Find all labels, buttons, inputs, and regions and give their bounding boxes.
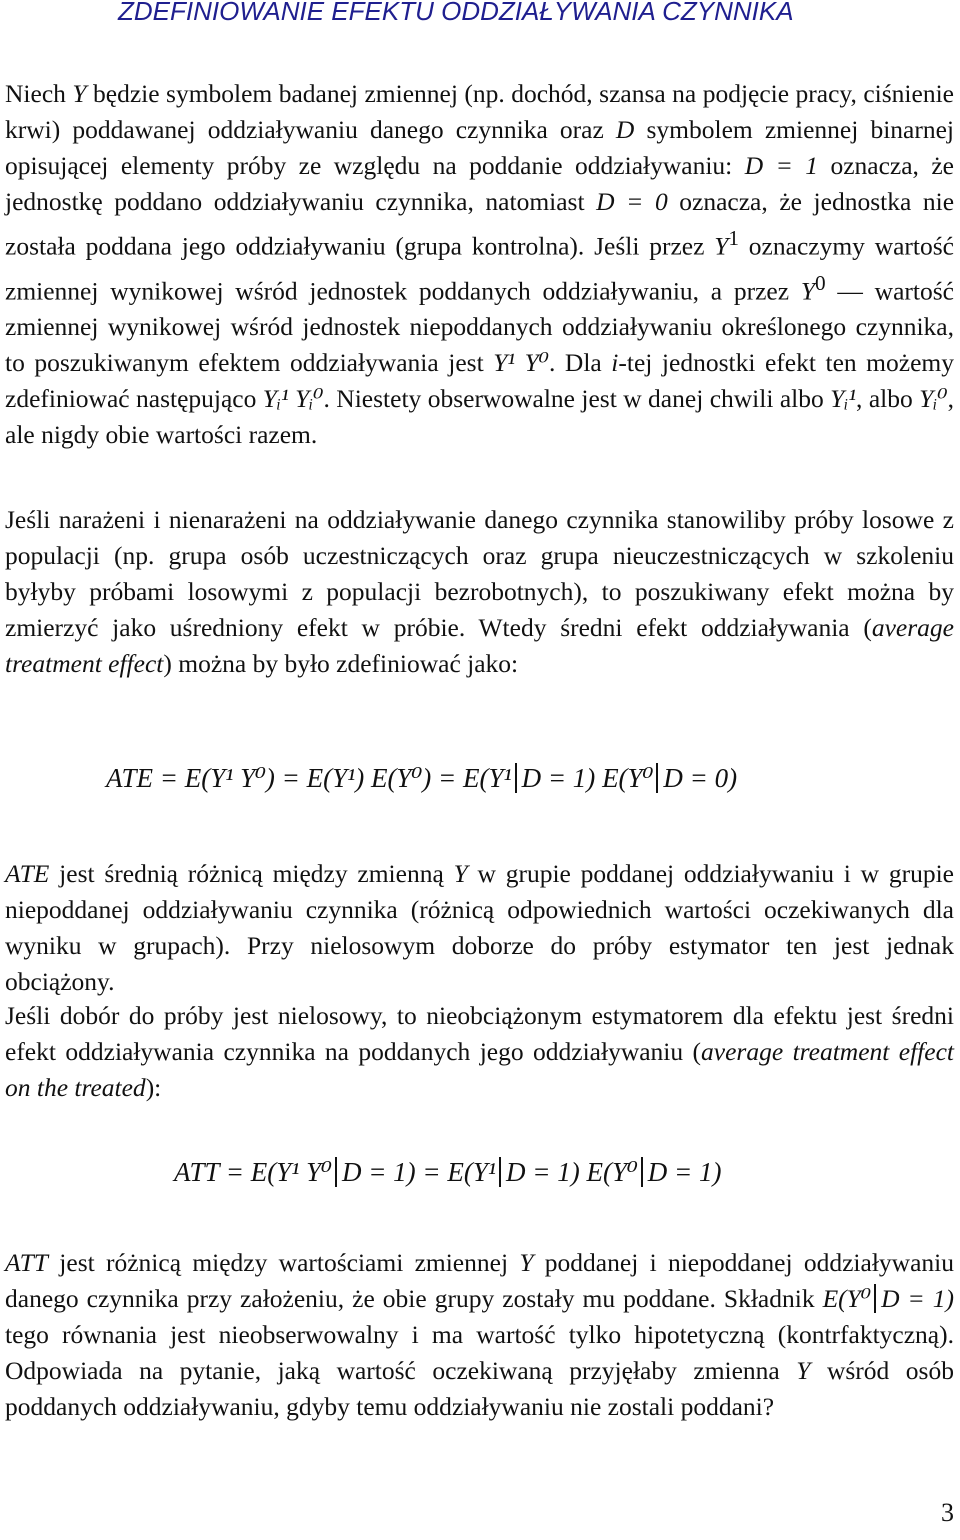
formula-att: [174, 1152, 722, 1192]
math-expr: Yᵢ⁰: [919, 384, 948, 413]
term-italic: average treatment effect: [5, 613, 954, 678]
paragraph-nonrandom: [5, 998, 954, 1106]
math-var: Y: [714, 231, 729, 261]
math-var: i: [611, 348, 619, 377]
text: Jeśli dobór do próby jest nielosowy, to nieobciążonym estymatorem dla efektu jest średni efekt oddziaływania czynnika na poddanych jego oddziaływaniu (: [5, 1001, 954, 1066]
formula-part: E(Y⁰: [579, 1157, 638, 1187]
formula-part: = E(Y¹: [415, 1157, 496, 1187]
text: poddanej i niepoddanej oddziaływaniu danego czynnika przy założeniu, że obie grupy zostały mu poddane. Składnik: [5, 1248, 954, 1313]
section-heading: ZDEFINIOWANIE EFEKTU ODDZIAŁYWANIA CZYNNIKA: [118, 0, 794, 26]
text: będzie symbolem badanej zmiennej (np. dochód, szansa na podjęcie pracy, ciśnienie krwi) poddawanej oddziaływaniu danego czynnika oraz: [5, 79, 954, 144]
text: , albo: [856, 384, 920, 413]
math-var: ATE: [5, 859, 50, 888]
paragraph-att-explanation: [5, 1245, 954, 1425]
math-sup: 0: [815, 270, 826, 295]
paragraph-ate-explanation: [5, 856, 954, 1000]
math-var: Y: [519, 1248, 534, 1277]
formula-condition: D = 1): [515, 763, 596, 793]
math-expr: Yᵢ¹: [830, 384, 857, 413]
text: w grupie poddanej oddziaływaniu i w grupie niepoddanej oddziaływaniu czynnika (różnicą odpowiednich wartości oczekiwanych dla wyniku w grupach). Przy nielosowym doborze do próby estymator ten jest jednak obciążony.: [5, 859, 954, 996]
math-var: Y: [453, 859, 468, 888]
text: oznacza, że jednostka nie została poddana jego oddziaływaniu (grupa kontrolna). Jeśli przez: [5, 187, 955, 261]
paragraph-random-samples: [5, 502, 954, 682]
formula-lhs: ATE: [106, 763, 153, 793]
math-expr: E(Y⁰: [822, 1284, 872, 1313]
text: — wartość zmiennej wynikowej wśród jednostek niepoddanych oddziaływaniu określonego czynnika, to poszukiwanym efektem oddziaływania jest: [5, 276, 954, 377]
math-sup: 1: [728, 226, 740, 250]
text: Jeśli narażeni i nienarażeni na oddziaływanie danego czynnika stanowiliby próby losowe z populacji (np. grupa osób uczestniczących oraz grupa nieuczestniczących w szkoleniu byłyby próbami losowymi z populacji bezrobotnych), to poszukiwany efekt można by zmierzyć jako uśredniony efekt w próbie. Wtedy średni efekt oddziaływania (: [5, 505, 954, 642]
text: . Dla: [549, 348, 612, 377]
formula-part: E(Y⁰: [595, 763, 654, 793]
text: ) można by było zdefiniować jako:: [163, 649, 519, 678]
formula-condition: D = 1): [641, 1157, 722, 1187]
formula-condition: D = 0): [656, 763, 737, 793]
text: jest średnią różnicą między zmienną: [49, 859, 454, 888]
text: oznacza, że jednostkę poddano oddziaływaniu czynnika, natomiast: [5, 151, 955, 216]
text: ):: [145, 1073, 162, 1102]
math-var: Y: [72, 79, 87, 108]
formula-condition: D = 1): [335, 1157, 416, 1187]
term-italic: average treatment effect on the treated: [5, 1037, 954, 1102]
paragraph-definitions: [5, 76, 954, 453]
text: wśród osób poddanych oddziaływaniu, gdyby temu oddziaływaniu nie zostali poddani?: [5, 1356, 954, 1421]
formula-lhs: ATT: [174, 1157, 220, 1187]
formula-ate: [106, 758, 737, 798]
text: symbolem zmiennej binarnej opisującej elementy próby ze względu na poddanie oddziaływaniu:: [5, 115, 954, 180]
text: jest różnicą między wartościami zmiennej: [48, 1248, 520, 1277]
math-var: D: [615, 115, 635, 144]
math-expr: D = 0: [596, 187, 668, 216]
text: . Niestety obserwowalne jest w danej chwili albo: [323, 384, 831, 413]
text: oznaczymy wartość zmiennej wynikowej wśród jednostek poddanych oddziaływaniu, a przez: [5, 231, 954, 305]
math-var: ATT: [5, 1248, 48, 1277]
page-number: 3: [941, 1498, 954, 1527]
math-expr: Yᵢ¹ Yᵢ⁰: [262, 384, 324, 413]
math-var: Y: [796, 1356, 811, 1385]
text: tego równania jest nieobserwowalny i ma wartość tylko hipotetyczną (kontrfaktyczną). Odpowiada na pytanie, jaką wartość oczekiwaną przyjęłaby zmienna: [5, 1320, 954, 1385]
formula-part: = E(Y¹ Y⁰) = E(Y¹) E(Y⁰) = E(Y¹: [153, 763, 512, 793]
formula-condition: D = 1): [499, 1157, 580, 1187]
math-expr: Y¹ Y⁰: [493, 348, 549, 377]
text: -tej jednostki efekt ten możemy zdefiniować następująco: [5, 348, 954, 413]
math-var: Y: [800, 276, 816, 305]
formula-part: = E(Y¹ Y⁰: [219, 1157, 332, 1187]
formula-condition: D = 1): [874, 1284, 954, 1313]
text: , ale nigdy obie wartości razem.: [5, 384, 954, 449]
text: Niech: [5, 79, 73, 108]
math-expr: D = 1: [744, 151, 818, 180]
